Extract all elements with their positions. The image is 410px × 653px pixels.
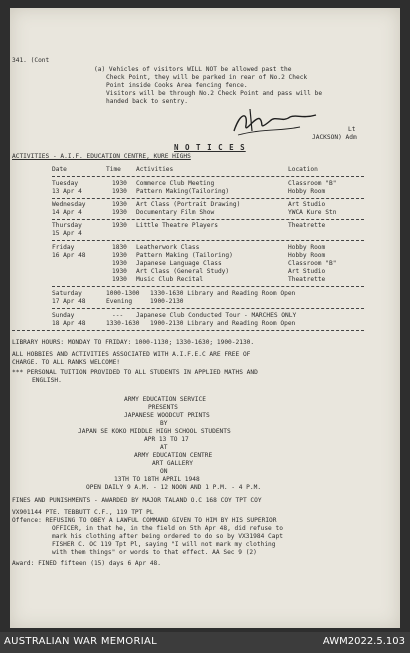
row-activity: 1330-1630 Library and Reading Room Open: [150, 290, 296, 297]
offence-line-5: with them things" or words to that effect. AA Sec 9 (2): [52, 549, 257, 556]
notice-line-2: Check Point, they will be parked in rear of No.2 Check: [106, 74, 308, 81]
row-activity: Art Class (Portrait Drawing): [136, 201, 241, 208]
case-reference: VX901144 PTE. TEBBUTT C.F., 119 TPT PL: [12, 509, 154, 516]
exhibit-line: ARMY EDUCATION CENTRE: [134, 452, 213, 459]
offence-line-1: Offence: REFUSING TO OBEY A LAWFUL COMMAND GIVEN TO HIM BY HIS SUPERIOR: [12, 517, 277, 524]
notice-line-5: handed back to sentry.: [106, 98, 188, 105]
row-activity: 1900-2130: [150, 298, 184, 305]
row-time: 1930: [112, 209, 127, 216]
hobbies-line-2: CHARGE. TO ALL RANKS WELCOME!: [12, 359, 121, 366]
row-time: ---: [112, 312, 124, 319]
exhibit-line: ARMY EDUCATION SERVICE: [124, 396, 206, 403]
header-time: Time: [106, 166, 121, 173]
institution-credit: AUSTRALIAN WAR MEMORIAL: [4, 636, 157, 647]
row-date: Saturday: [52, 290, 82, 297]
row-date: 14 Apr 4: [52, 209, 82, 216]
row-date: Wednesday: [52, 201, 86, 208]
exhibit-line: APR 13 TO 17: [144, 436, 189, 443]
header-location: Location: [288, 166, 318, 173]
row-location: Hobby Room: [288, 244, 326, 251]
row-date: 16 Apr 48: [52, 252, 86, 259]
row-activity: Japanese Club Conducted Tour - MARCHES ONLY: [136, 312, 297, 319]
offence-line-2: OFFICER, in that he, in the field on 5th Apr 48, did refuse to: [52, 525, 283, 532]
exhibit-line: PRESENTS: [148, 404, 178, 411]
row-date: Sunday: [52, 312, 75, 319]
header-activities: Activities: [136, 166, 174, 173]
row-location: Hobby Room: [288, 188, 326, 195]
row-date: Friday: [52, 244, 75, 251]
exhibit-line: JAPANESE WOODCUT PRINTS: [124, 412, 210, 419]
row-location: Art Studio: [288, 268, 326, 275]
exhibit-line: ON: [160, 468, 168, 475]
row-date: 13 Apr 4: [52, 188, 82, 195]
row-activity: Music Club Recital: [136, 276, 204, 283]
notice-line-1: (a) Vehicles of visitors WILL NOT be allowed past the: [94, 66, 292, 73]
row-date: 18 Apr 48: [52, 320, 86, 327]
accession-number: AWM2022.5.103: [322, 636, 405, 647]
row-location: Art Studio: [288, 201, 326, 208]
notice-line-4: Visitors will be through No.2 Check Point and pass will be: [106, 90, 323, 97]
exhibit-line: AT: [160, 444, 168, 451]
fines-heading: FINES AND PUNISHMENTS - AWARDED BY MAJOR TALAND O.C 168 COY TPT COY: [12, 497, 262, 504]
row-date: 17 Apr 48: [52, 298, 86, 305]
row-time: 1930: [112, 260, 127, 267]
row-time: 1930: [112, 252, 127, 259]
row-activity: 1900-2130 Library and Reading Room Open: [150, 320, 296, 327]
exhibit-line: JAPAN SE KOKO MIDDLE HIGH SCHOOL STUDENTS: [78, 428, 231, 435]
row-activity: Documentary Film Show: [136, 209, 215, 216]
signature-name: JACKSON) Adm: [312, 134, 357, 141]
row-divider: [52, 198, 364, 199]
row-time: 1930: [112, 268, 127, 275]
row-activity: Commerce Club Meeting: [136, 180, 215, 187]
exhibit-line: OPEN DAILY 9 A.M. - 12 NOON AND 1 P.M. - 4 P.M.: [86, 484, 262, 491]
row-activity: Pattern Making(Tailoring): [136, 188, 230, 195]
row-time: 1930: [112, 188, 127, 195]
notices-title: N O T I C E S: [174, 143, 246, 152]
award-line: Award: FINED fifteen (15) days 6 Apr 48.: [12, 560, 162, 567]
header-divider: [52, 176, 364, 177]
tuition-line-2: ENGLISH.: [32, 377, 62, 384]
row-date: 15 Apr 4: [52, 230, 82, 237]
signature-rank: Lt: [348, 126, 356, 133]
row-time: 1930: [112, 180, 127, 187]
row-date: Thursday: [52, 222, 82, 229]
document-page: [10, 8, 400, 628]
handwritten-signature: [230, 105, 320, 139]
row-activity: Art Class (General Study): [136, 268, 230, 275]
notice-line-3: Point inside Cooks Area fencing fence.: [106, 82, 248, 89]
row-divider: [52, 286, 364, 287]
offence-line-4: FISHER C. OC 119 Tpt Pl, saying "I will not mark my clothing: [52, 541, 276, 548]
row-location: Hobby Room: [288, 252, 326, 259]
row-time: 1930: [112, 276, 127, 283]
row-time: 1830: [112, 244, 127, 251]
table-end-divider: [12, 330, 364, 331]
hobbies-line-1: ALL HOBBIES AND ACTIVITIES ASSOCIATED WITH A.I.F.E.C ARE FREE OF: [12, 351, 251, 358]
row-time: 1000-1300: [106, 290, 140, 297]
activities-title: ACTIVITIES - A.I.F. EDUCATION CENTRE, KURE HIGHS: [12, 153, 191, 160]
exhibit-line: ART GALLERY: [152, 460, 193, 467]
exhibit-line: 13TH TO 18TH APRIL 1948: [114, 476, 200, 483]
row-location: Theatrette: [288, 276, 326, 283]
row-time: 1330-1630: [106, 320, 140, 327]
reference-number: 341. (Cont: [12, 57, 50, 64]
row-location: Classroom "B": [288, 260, 337, 267]
row-time: 1930: [112, 201, 127, 208]
exhibit-line: BY: [160, 420, 168, 427]
row-divider: [52, 308, 364, 309]
row-divider: [52, 240, 364, 241]
row-location: Classroom "B": [288, 180, 337, 187]
row-time: 1930: [112, 222, 127, 229]
row-location: Theatrette: [288, 222, 326, 229]
row-location: YWCA Kure Stn: [288, 209, 337, 216]
row-activity: Japanese Language Class: [136, 260, 222, 267]
row-activity: Pattern Making (Tailoring): [136, 252, 233, 259]
row-divider: [52, 219, 364, 220]
header-date: Date: [52, 166, 67, 173]
row-activity: Leatherwork Class: [136, 244, 200, 251]
row-date: Tuesday: [52, 180, 79, 187]
row-activity: Little Theatre Players: [136, 222, 218, 229]
row-time: Evening: [106, 298, 133, 305]
footer-bar: [0, 632, 410, 653]
library-hours: LIBRARY HOURS: MONDAY TO FRIDAY: 1000-1130; 1330-1630; 1900-2130.: [12, 339, 255, 346]
tuition-line-1: *** PERSONAL TUITION PROVIDED TO ALL STUDENTS IN APPLIED MATHS AND: [12, 369, 258, 376]
offence-line-3: mark his clothing after being ordered to do so by VX31984 Capt: [52, 533, 283, 540]
